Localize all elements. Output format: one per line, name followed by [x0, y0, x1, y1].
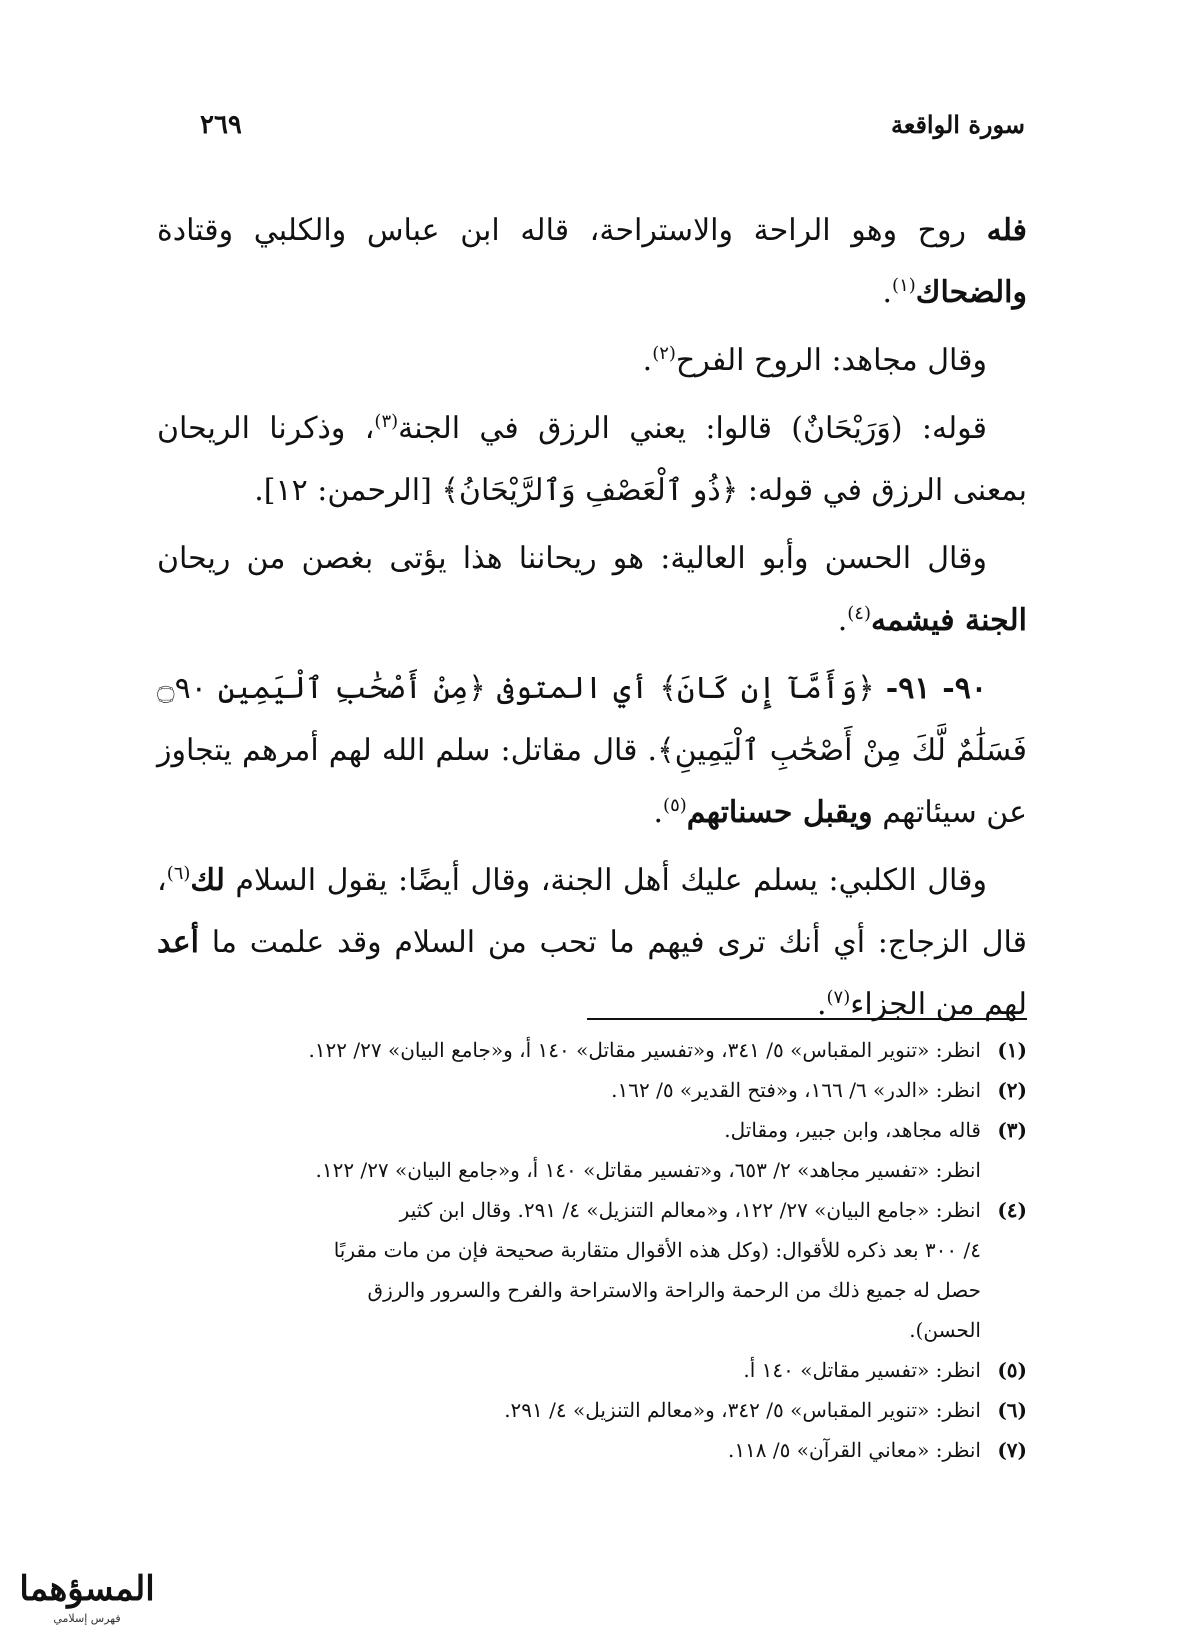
logo-small-text: فهرس إسلامي — [53, 1612, 121, 1625]
footnote-number: (٣) — [997, 1118, 1027, 1142]
footnote-number: (٢) — [997, 1078, 1027, 1102]
footnote-number: (٥) — [997, 1358, 1027, 1382]
footnote-number: (٧) — [997, 1438, 1027, 1462]
paragraph-p5: ٩٠- ٩١- ﴿وَأَمَّآ إِن كَانَ﴾ أي المتوفى ﴿مِنْ أَصْحَٰبِ ٱلْيَمِينِ ۝٩٠ فَسَلَٰمٌ لَّكَ مِنْ أَصْحَٰبِ ٱلْيَمِينِ﴾. قال مقاتل: سلم الله لهم أمرهم يتجاوز عن سيئاتهم ويقبل حسناتهم$^{(٥)}$. — [157, 671, 1027, 830]
paragraph-p2: وقال مجاهد: الروح الفرح$^{(٢)}$. — [642, 343, 987, 378]
paragraph-p4: وقال الحسن وأبو العالية: هو ريحاننا هذا يؤتى بغصن من ريحان الجنة فيشمه$^{(٤)}$. — [157, 541, 1027, 638]
footnote-line: انظر: «جامع البيان» ٢٧/ ١٢٢، و«معالم التنزيل» ٤/ ٢٩١. وقال ابن كثير — [399, 1198, 981, 1222]
footnote-number: (١) — [997, 1038, 1027, 1062]
footnote-7 — [157, 1430, 1027, 1470]
footnote-line: انظر: «تنوير المقباس» ٥/ ٣٤٢، و«معالم التنزيل» ٤/ ٢٩١. — [504, 1398, 981, 1422]
footnote-4 — [157, 1190, 1027, 1350]
footnote-line: الحسن). — [909, 1318, 981, 1342]
main-text — [157, 200, 1027, 1042]
footnote-divider — [587, 1018, 1027, 1020]
footnotes — [157, 1030, 1027, 1470]
footnote-1 — [157, 1030, 1027, 1070]
footnote-line: انظر: «معاني القرآن» ٥/ ١١٨. — [727, 1438, 981, 1462]
footnote-5 — [157, 1350, 1027, 1390]
surah-title: سورة الواقعة — [891, 110, 1025, 139]
footnote-line: ٤/ ٣٠٠ بعد ذكره للأقوال: (وكل هذه الأقوال متقاربة صحيحة فإن من مات مقربًا — [333, 1238, 981, 1262]
paragraph-p6: وقال الكلبي: يسلم عليك أهل الجنة، وقال أيضًا: يقول السلام لك$^{(٦)}$، قال الزجاج: أي أنك ترى فيهم ما تحب من السلام وقد علمت ما أعد لهم من الجزاء$^{(٧)}$. — [157, 863, 1027, 1022]
footnote-line: انظر: «تنوير المقباس» ٥/ ٣٤١، و«تفسير مقاتل» ١٤٠ أ، و«جامع البيان» ٢٧/ ١٢٢. — [308, 1038, 981, 1062]
footnote-number: (٦) — [997, 1398, 1027, 1422]
paragraph-p3: قوله: (وَرَيْحَانٌ) قالوا: يعني الرزق في الجنة$^{(٣)}$، وذكرنا الريحان بمعنى الرزق في قوله: ﴿ذُو ٱلْعَصْفِ وَٱلرَّيْحَانُ﴾ [الرحمن: ١٢]. — [157, 411, 1027, 508]
footnote-2 — [157, 1070, 1027, 1110]
footnote-line: حصل له جميع ذلك من الرحمة والراحة والاستراحة والفرح والسرور والرزق — [367, 1278, 981, 1302]
footnote-line: قاله مجاهد، وابن جبير، ومقاتل. — [724, 1118, 981, 1142]
footnote-6 — [157, 1390, 1027, 1430]
footnote-number: (٤) — [997, 1198, 1027, 1222]
footnote-line: انظر: «تفسير مجاهد» ٢/ ٦٥٣، و«تفسير مقاتل» ١٤٠ أ، و«جامع البيان» ٢٧/ ١٢٢. — [315, 1158, 981, 1182]
logo-text: المسؤهما — [19, 1569, 155, 1609]
footnote-line: انظر: «تفسير مقاتل» ١٤٠ أ. — [743, 1358, 981, 1382]
page-number: ٢٦٩ — [200, 110, 242, 140]
footnote-3 — [157, 1110, 1027, 1190]
publisher-logo — [12, 1552, 162, 1632]
paragraph-p1: فله روح وهو الراحة والاستراحة، قاله ابن عباس والكلبي وقتادة والضحاك$^{(١)}$. — [157, 213, 1027, 310]
footnote-line: انظر: «الدر» ٦/ ١٦٦، و«فتح القدير» ٥/ ١٦٢. — [611, 1078, 981, 1102]
page-header — [160, 110, 1025, 160]
